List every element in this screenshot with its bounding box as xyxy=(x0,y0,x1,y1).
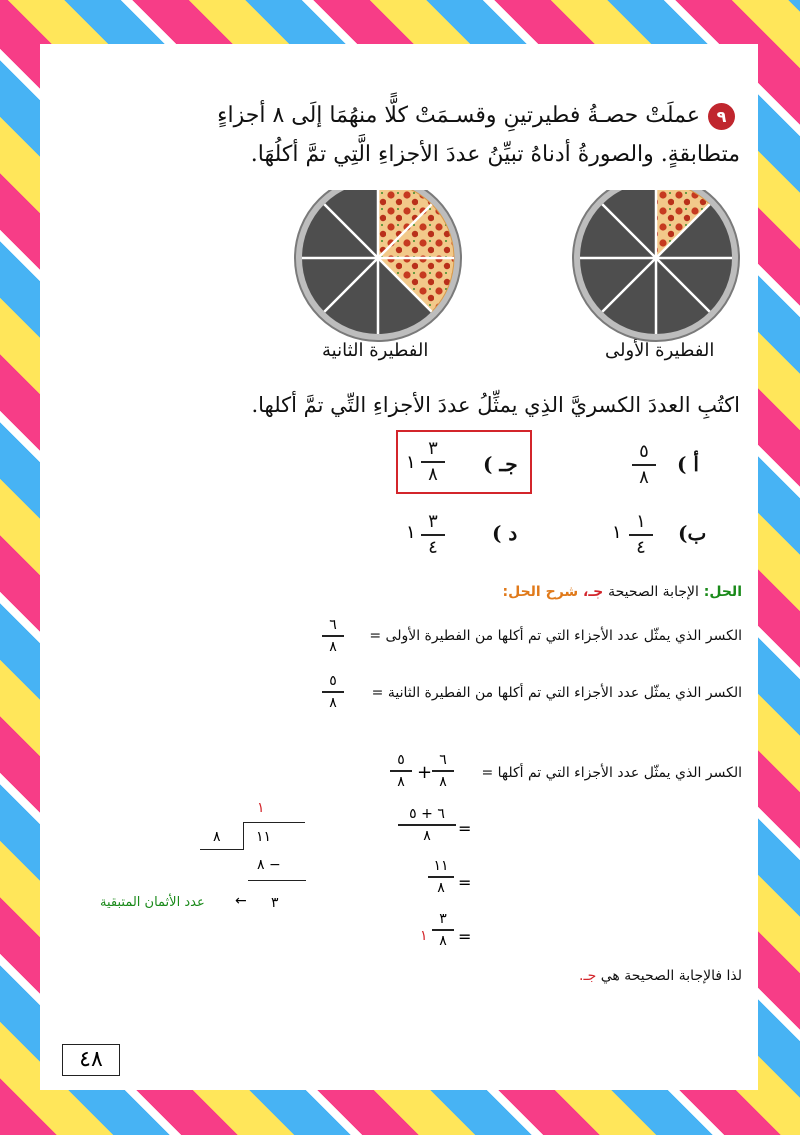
first-pie xyxy=(573,190,739,341)
first-pie-label: الفطيرة الأولى xyxy=(605,340,715,361)
question-prompt: اكتُبِ العددَ الكسريَّ الذِي يمثِّلُ عددَ الأجزاءِ التِّي تمَّ أكلها. xyxy=(251,393,740,417)
solution-line-1-fraction: ٦ ٨ xyxy=(322,617,344,655)
solution-line-2-fraction: ٥ ٨ xyxy=(322,673,344,711)
pizza-illustration xyxy=(290,190,740,365)
option-b-fraction: ١ ٤ xyxy=(629,512,653,558)
solution-explain-label: شرح الحل: xyxy=(502,584,579,600)
remainder-label: عدد الأثمان المتبقية xyxy=(100,895,205,910)
step-3-equals: = xyxy=(458,873,472,892)
sum-fraction-a: ٦ ٨ xyxy=(432,752,454,790)
division-base-line xyxy=(200,849,243,850)
solution-answer-text: الإجابة الصحيحة xyxy=(608,584,699,600)
option-d-letter[interactable]: د ) xyxy=(492,521,518,545)
solution-line-2: الكسر الذي يمثّل عدد الأجزاء التي تم أكلها من الفطيرة الثانية = xyxy=(371,685,742,701)
division-sub-line xyxy=(248,880,306,881)
conclusion-text: لذا فالإجابة الصحيحة هي xyxy=(600,968,742,984)
option-d-fraction: ٣ ٤ xyxy=(421,512,445,558)
solution-sum-line: الكسر الذي يمثّل عدد الأجزاء التي تم أكلها = xyxy=(481,765,742,781)
page-number: ٤٨ xyxy=(62,1044,120,1076)
plus-sign: + xyxy=(417,762,433,783)
division-remainder: ٣ xyxy=(271,895,279,911)
division-quotient: ١ xyxy=(257,800,265,816)
solution-label: الحل: xyxy=(703,584,742,600)
option-c-whole: ١ xyxy=(406,452,416,473)
question-line-1: عملَتْ حصـةُ فطيرتينِ وقسـمَتْ كلًّا منهُمَا إلَى ٨ أجزاءٍ xyxy=(217,103,700,128)
option-b-letter[interactable]: ب) xyxy=(678,521,707,545)
division-dividend: ١١ xyxy=(256,829,272,845)
solution-line-1: الكسر الذي يمثّل عدد الأجزاء التي تم أكلها من الفطيرة الأولى = xyxy=(369,628,742,644)
solution-answer-letter: جـ، xyxy=(583,584,604,600)
step-4-whole: ١ xyxy=(420,928,428,944)
division-subtraction: ٨ − xyxy=(257,857,281,873)
division-top-bar xyxy=(243,822,305,823)
question-number-badge: ٩ xyxy=(708,103,735,130)
division-bracket xyxy=(243,822,244,850)
division-divisor: ٨ xyxy=(213,829,221,845)
step-2-equals: = xyxy=(458,819,472,838)
conclusion xyxy=(579,968,742,984)
step-3-fraction: ١١ ٨ xyxy=(428,858,454,896)
option-a-fraction: ٥ ٨ xyxy=(632,442,656,488)
second-pie xyxy=(295,190,461,341)
step-4-equals: = xyxy=(458,927,472,946)
second-pie-label: الفطيرة الثانية xyxy=(322,340,429,361)
solution-header xyxy=(502,584,742,600)
conclusion-letter: جـ. xyxy=(579,968,597,984)
option-c-letter[interactable]: جـ ) xyxy=(483,452,518,476)
option-d-whole: ١ xyxy=(406,522,416,543)
sum-fraction-b: ٥ ٨ xyxy=(390,752,412,790)
step-4-fraction: ٣ ٨ xyxy=(432,911,454,949)
option-b-whole: ١ xyxy=(612,522,622,543)
arrow-icon: ← xyxy=(235,893,247,909)
option-a-letter[interactable]: أ ) xyxy=(677,452,699,476)
question-line-2: متطابقةٍ. والصورةُ أدناهُ تبيِّنُ عددَ الأجزاءِ الَّتِي تمَّ أكلُهَا. xyxy=(250,142,740,167)
option-c-fraction: ٣ ٨ xyxy=(421,439,445,485)
step-2-fraction: ٦ + ٥ ٨ xyxy=(398,806,456,844)
